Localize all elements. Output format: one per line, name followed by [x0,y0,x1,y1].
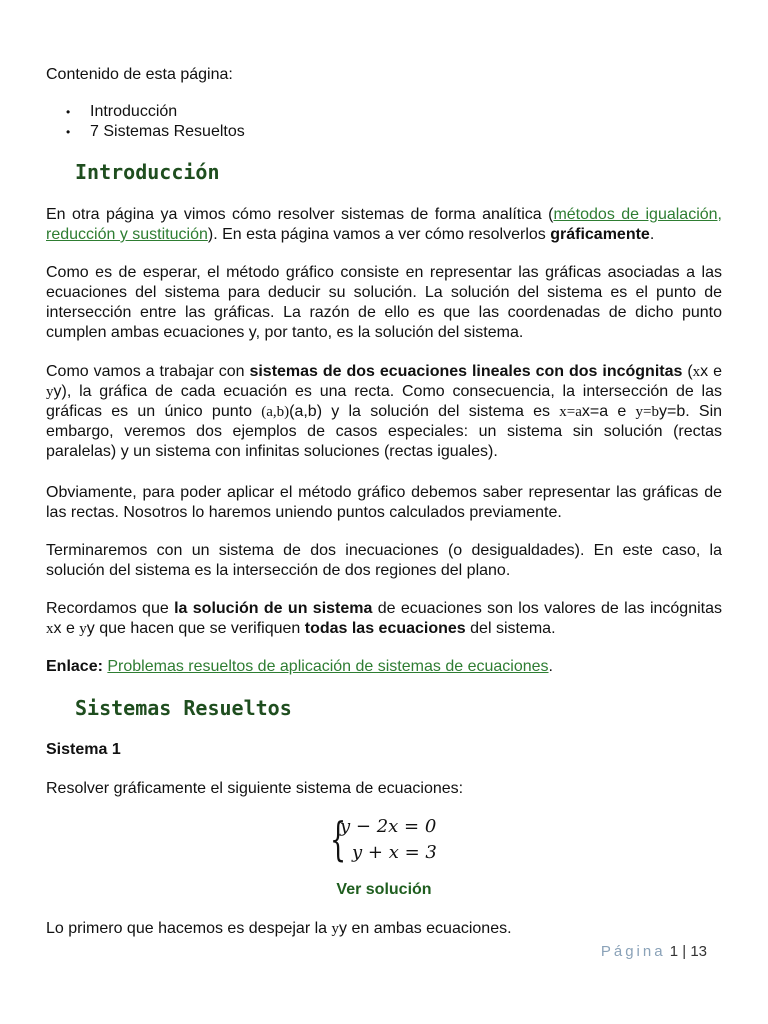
text: de ecuaciones son los valores de las incógnitas [372,600,723,617]
toc-item [46,102,245,122]
link-metodos-analiticos[interactable]: métodos de igualación, reducción y sustitución [46,206,722,243]
ver-solucion-button[interactable]: Ver solución [336,881,432,898]
toc-label: Contenido de esta página: [46,66,233,83]
text: Recordamos que [46,600,175,617]
paragraph-sistema-intro: Resolver gráficamente el siguiente sistema de ecuaciones: [46,780,464,797]
section-heading-sistemas: Sistemas Resueltos [75,696,292,720]
page-separator: | [678,943,691,960]
text: (a,b) y la solución del sistema es [289,403,560,420]
math-y: y [331,921,339,937]
page-label: Página [600,943,666,960]
bold-text: sistemas de dos ecuaciones lineales con dos incógnitas [249,363,683,380]
math-yb: y=b [635,404,659,420]
text: y en ambas ecuaciones. [339,920,512,937]
link-problemas-resueltos[interactable]: Problemas resueltos de aplicación de sistemas de ecuaciones [107,658,549,675]
text: y=b. Sin embargo, veremos dos ejemplos de casos especiales: un sistema sin solución (rectas paralelas) y un sistema con infinitas soluciones (rectas iguales). [46,403,723,460]
enlace-label: Enlace: [46,658,103,675]
page-number: 1 [669,943,679,960]
toc-list [46,102,245,142]
page-total: 13 [690,943,707,960]
paragraph-last [46,919,722,939]
paragraph-3 [46,362,722,462]
math-x: x [46,621,54,637]
text: . [548,658,553,675]
paragraph-2: Como es de esperar, el método gráfico consiste en representar las gráficas asociadas a las ecuaciones del sistema para deducir su solución. La solución del sistema es el punto de intersección entre las gráficas. La razón de ello es que las coordenadas de dicho punto cumplen ambas ecuaciones y, por tanto, es la solución del sistema. [46,264,722,341]
section-heading-introduccion: Introducción [75,160,220,184]
bold-text: la solución de un sistema [174,600,373,617]
math-xa: x=a [559,404,582,420]
bold-text: todas las ecuaciones [304,620,466,637]
equation-2: y + x = 3 [352,842,437,863]
text: . [649,226,655,243]
paragraph-5: Terminaremos con un sistema de dos inecuaciones (o desigualdades). En este caso, la solución del sistema es la intersección de dos regiones del plano. [46,542,722,579]
subheading-sistema-1: Sistema 1 [46,741,121,758]
text: y), la gráfica de cada ecuación es una recta. Como consecuencia, la intersección de las gráficas es un único punto [46,383,722,420]
paragraph-6 [46,599,722,639]
text: x=a e [581,403,636,420]
text: ). En esta página vamos a ver cómo resolverlos [207,226,551,243]
equation-1: y − 2x = 0 [340,816,437,837]
toc-link-introduccion[interactable]: Introducción [90,103,178,120]
bold-text: gráficamente [550,226,650,243]
text: del sistema. [465,620,556,637]
math-y: y [46,384,54,400]
toc-link-sistemas[interactable]: 7 Sistemas Resueltos [90,123,245,140]
math-ab: (a,b) [261,404,290,420]
text: x e [700,363,723,380]
text: x e [53,620,80,637]
page-footer [601,942,707,962]
toc-item [46,122,245,142]
paragraph-1 [46,205,722,245]
text: y que hacen que se verifiquen [86,620,305,637]
text: Como vamos a trabajar con [46,363,250,380]
math-y: y [79,621,87,637]
paragraph-4: Obviamente, para poder aplicar el método gráfico debemos saber representar las gráficas de las rectas. Nosotros lo haremos uniendo puntos calculados previamente. [46,484,722,521]
brace-icon: { [330,812,347,866]
text: ( [682,363,693,380]
math-x: x [692,364,701,380]
text: En otra página ya vimos cómo resolver sistemas de forma analítica ( [46,206,554,223]
paragraph-enlace [46,657,722,677]
text: Lo primero que hacemos es despejar la [46,920,332,937]
